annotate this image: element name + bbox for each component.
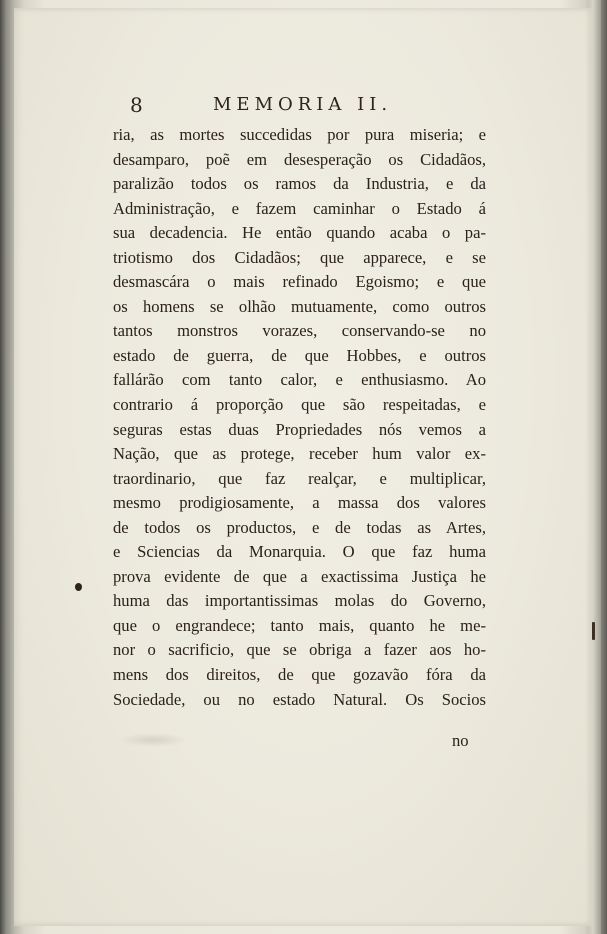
- text-line: que o engrandece; tanto mais, quanto he me-: [113, 615, 486, 635]
- text-line: prova evidente de que a exactissima Justiça he: [113, 566, 486, 586]
- text-line: paralizão todos os ramos da Industria, e da: [113, 174, 486, 194]
- text-line: Sociedade, ou no estado Natural. Os Socios: [113, 689, 486, 709]
- text-line: ria, as mortes succedidas por pura miseria; e: [113, 125, 486, 144]
- body-text: [113, 123, 486, 712]
- text-line: seguras estas duas Propriedades nós vemos a: [113, 419, 486, 439]
- edge-ink-mark: [592, 622, 595, 640]
- text-line: nor o sacrificio, que se obriga a fazer aos ho-: [113, 640, 486, 660]
- page-header: [115, 92, 455, 122]
- text-line: mens dos direitos, de que gozavão fóra da: [113, 665, 486, 685]
- text-line: sua decadencia. He então quando acaba o pa-: [113, 223, 486, 243]
- text-line: mesmo prodigiosamente, a massa dos valores: [113, 493, 486, 513]
- text-line: triotismo dos Cidadãos; que apparece, e se: [113, 247, 486, 267]
- ink-blot-mark: [75, 583, 82, 591]
- text-line: desamparo, poẽ em desesperação os Cidadãos,: [113, 149, 486, 169]
- text-line: e Sciencias da Monarquia. O que faz huma: [113, 542, 486, 562]
- page-edge-shadow: [587, 0, 601, 934]
- text-line: Administração, e fazem caminhar o Estado á: [113, 198, 486, 218]
- catchword: no: [452, 731, 469, 750]
- text-line: contrario á proporção que são respeitadas, e: [113, 395, 486, 415]
- page-number: 8: [130, 93, 143, 117]
- text-line: desmascára o mais refinado Egoismo; e que: [113, 272, 486, 292]
- text-line: de todos os productos, e de todas as Artes,: [113, 517, 486, 537]
- text-line: os homens se olhão mutuamente, como outros: [113, 296, 486, 316]
- text-line: tantos monstros vorazes, conservando-se no: [113, 321, 486, 341]
- text-line: estado de guerra, de que Hobbes, e outros: [113, 345, 486, 365]
- faded-signature-mark: [118, 733, 188, 747]
- text-line: Nação, que as protege, receber hum valor ex-: [113, 444, 486, 464]
- text-line: traordinario, que faz realçar, e multiplicar,: [113, 468, 486, 488]
- text-line: fallárão com tanto calor, e enthusiasmo. Ao: [113, 370, 486, 390]
- running-title: MEMORIA II.: [213, 94, 393, 115]
- text-line: huma das importantissimas molas do Governo,: [113, 591, 486, 611]
